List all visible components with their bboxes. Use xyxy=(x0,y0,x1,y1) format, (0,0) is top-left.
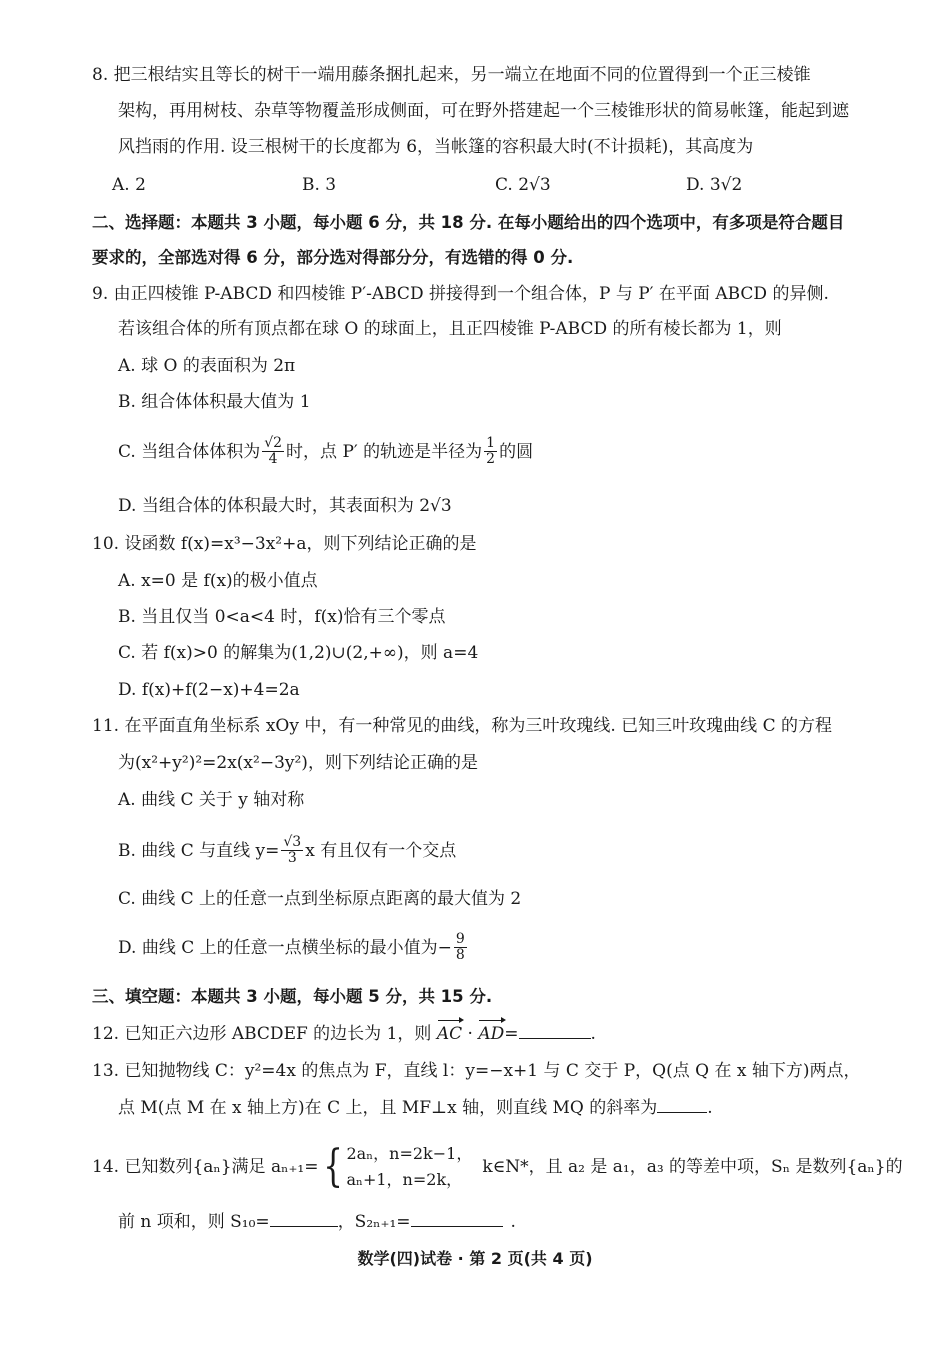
q10-option-d: D. f(x)+f(2−x)+4=2a xyxy=(118,680,300,700)
q11-b-pre: B. 曲线 C 与直线 y= xyxy=(118,840,280,861)
q9-option-a: A. 球 O 的表面积为 2π xyxy=(118,356,296,376)
q13-stem-line2 xyxy=(118,1094,713,1121)
q8-option-b: B. 3 xyxy=(302,175,337,195)
q8-option-d: D. 3√2 xyxy=(686,175,743,195)
q14-line2-mid: ，S₂ₙ₊₁= xyxy=(337,1212,411,1232)
q14-case-2: aₙ+1，n=2k， xyxy=(346,1169,463,1189)
q11-b-frac-num: √3 xyxy=(283,834,302,850)
q10-stem: 10. 设函数 f(x)=x³−3x²+a，则下列结论正确的是 xyxy=(92,534,477,554)
q14-line2-pre: 前 n 项和，则 S₁₀= xyxy=(118,1212,270,1232)
q8-option-a: A. 2 xyxy=(112,175,146,195)
piecewise-brace: { xyxy=(322,1140,343,1192)
q14-line2-post: . xyxy=(510,1212,516,1232)
q9-stem-line2: 若该组合体的所有顶点都在球 O 的球面上，且正四棱锥 P-ABCD 的所有棱长都为 1，则 xyxy=(118,319,782,339)
q10-option-b: B. 当且仅当 0<a<4 时，f(x)恰有三个零点 xyxy=(118,607,446,627)
q8-stem-line1: 8. 把三根结实且等长的树干一端用藤条捆扎起来，另一端立在地面不同的位置得到一个正三棱锥 xyxy=(92,65,811,85)
q12-eq: = xyxy=(504,1024,519,1044)
q11-option-c: C. 曲线 C 上的任意一点到坐标原点距离的最大值为 2 xyxy=(118,889,522,909)
q13-line2-pre: 点 M(点 M 在 x 轴上方)在 C 上，且 MF⊥x 轴，则直线 MQ 的斜率为 xyxy=(118,1098,658,1118)
q9-c-frac1-den: 4 xyxy=(268,451,278,467)
q13-line2-post: . xyxy=(707,1098,713,1118)
q9-c-frac2-num: 1 xyxy=(486,435,496,451)
q12-post: . xyxy=(590,1024,596,1044)
q9-c-post: 的圆 xyxy=(499,441,534,462)
q11-d-fraction xyxy=(454,932,467,963)
q14-s2n1-answer-blank[interactable] xyxy=(411,1208,503,1227)
q9-c-fraction-2 xyxy=(484,436,497,467)
q11-option-b xyxy=(118,835,456,866)
q9-stem-line1: 9. 由正四棱锥 P-ABCD 和四棱锥 P′-ABCD 拼接得到一个组合体，P 与 P′ 在平面 ABCD 的异侧. xyxy=(92,284,829,304)
q13-stem-line1: 13. 已知抛物线 C：y²=4x 的焦点为 F，直线 l：y=−x+1 与 C 交于 P，Q(点 Q 在 x 轴下方)两点， xyxy=(92,1061,861,1081)
q14-s10-answer-blank[interactable] xyxy=(270,1208,338,1227)
section2-instructions-line2: 要求的，全部选对得 6 分，部分选对得部分分，有选错的得 0 分. xyxy=(92,248,574,267)
page-footer: 数学(四)试卷 · 第 2 页(共 4 页) xyxy=(357,1249,593,1268)
q14-stem-line1 xyxy=(92,1138,903,1195)
q9-c-fraction-1 xyxy=(262,436,284,467)
q9-option-d: D. 当组合体的体积最大时，其表面积为 2√3 xyxy=(118,496,452,516)
q9-c-frac2-den: 2 xyxy=(486,451,496,467)
q10-option-a: A. x=0 是 f(x)的极小值点 xyxy=(118,571,318,591)
q11-d-pre: D. 曲线 C 上的任意一点横坐标的最小值为− xyxy=(118,937,452,958)
q10-option-c: C. 若 f(x)>0 的解集为(1,2)∪(2,+∞)，则 a=4 xyxy=(118,643,479,663)
q9-option-c xyxy=(118,436,533,467)
q13-answer-blank[interactable] xyxy=(657,1094,707,1113)
q12-dot: · xyxy=(462,1024,479,1044)
q11-option-a: A. 曲线 C 关于 y 轴对称 xyxy=(118,790,305,810)
q9-option-b: B. 组合体体积最大值为 1 xyxy=(118,392,311,412)
q12-answer-blank[interactable] xyxy=(519,1020,591,1039)
q11-b-fraction xyxy=(281,835,303,866)
q11-d-frac-num: 9 xyxy=(455,931,465,947)
section3-instructions: 三、填空题：本题共 3 小题，每小题 5 分，共 15 分. xyxy=(92,987,493,1006)
q11-stem-line1: 11. 在平面直角坐标系 xOy 中，有一种常见的曲线，称为三叶玫瑰线. 已知三叶玫瑰曲线 C 的方程 xyxy=(92,716,832,736)
vector-ac: AC xyxy=(437,1021,462,1047)
q11-b-post: x 有且仅有一个交点 xyxy=(305,840,457,861)
section2-instructions-line1: 二、选择题：本题共 3 小题，每小题 6 分，共 18 分. 在每小题给出的四个选项中，有多项是符合题目 xyxy=(92,213,845,232)
vector-ad: AD xyxy=(478,1021,504,1047)
q14-post: k∈N*，且 a₂ 是 a₁，a₃ 的等差中项，Sₙ 是数列{aₙ}的 xyxy=(482,1156,903,1177)
q11-d-frac-den: 8 xyxy=(455,947,465,963)
q9-c-pre: C. 当组合体体积为 xyxy=(118,441,261,462)
q8-option-c: C. 2√3 xyxy=(495,175,551,195)
q8-stem-line2: 架构，再用树枝、杂草等物覆盖形成侧面，可在野外搭建起一个三棱锥形状的简易帐篷，能起到遮 xyxy=(118,101,849,121)
q11-stem-line2: 为(x²+y²)²=2x(x²−3y²)，则下列结论正确的是 xyxy=(118,753,478,773)
q11-b-frac-den: 3 xyxy=(287,850,297,866)
q11-option-d xyxy=(118,932,469,963)
q9-c-frac1-num: √2 xyxy=(264,435,283,451)
q14-case-1: 2aₙ，n=2k−1， xyxy=(346,1143,473,1163)
q14-pre: 14. 已知数列{aₙ}满足 aₙ₊₁= xyxy=(92,1156,319,1177)
q12-pre: 12. 已知正六边形 ABCDEF 的边长为 1，则 xyxy=(92,1024,437,1044)
q14-piecewise xyxy=(347,1141,473,1193)
q12-stem xyxy=(92,1020,596,1047)
q8-stem-line3: 风挡雨的作用. 设三根树干的长度都为 6，当帐篷的容积最大时(不计损耗)，其高度为 xyxy=(118,137,754,157)
q9-c-mid: 时，点 P′ 的轨迹是半径为 xyxy=(286,441,483,462)
q14-stem-line2 xyxy=(118,1208,516,1235)
